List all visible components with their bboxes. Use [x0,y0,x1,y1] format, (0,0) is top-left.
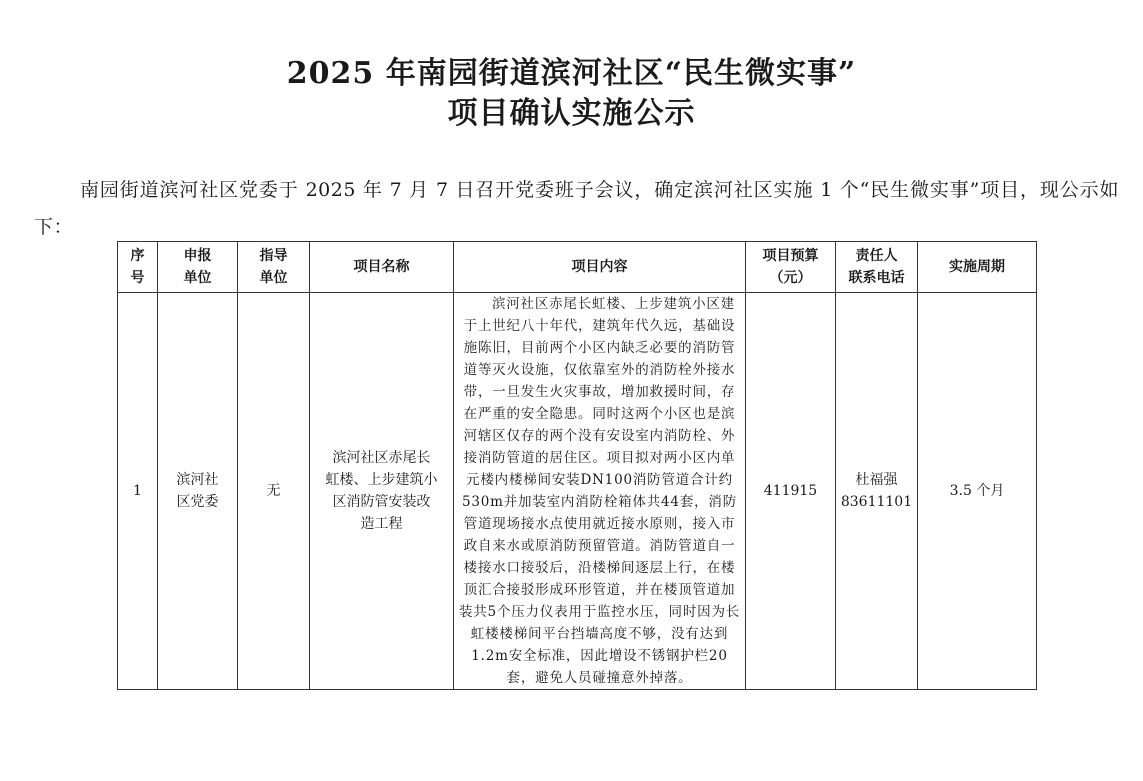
project-table [117,241,1037,690]
cell-content: 滨河社区赤尾长虹楼、上步建筑小区建于上世纪八十年代，建筑年代久远，基础设施陈旧，目前两个小区内缺乏必要的消防管道等灭火设施，仅依靠室外的消防栓外接水带，一旦发生火灾事故，增加救援时间，存在严重的安全隐患。同时这两个小区也是滨河辖区仅存的两个没有安设室内消防栓、外接消防管道的居住区。项目拟对两小区内单元楼内楼梯间安装DN100消防管道合计约530m并加装室内消防栓箱体共44套，消防管道现场接水点使用就近接水原则，接入市政自来水或原消防预留管道。消防管道自一楼接水口接驳后，沿楼梯间逐层上行，在楼顶汇合接驳形成环形管道，并在楼顶管道加装共5个压力仪表用于监控水压，同时因为长虹楼楼梯间平台挡墙高度不够，没有达到1.2m安全标准，因此增设不锈钢护栏20套，避免人员碰撞意外掉落。 [454,293,746,690]
table-header-row [118,242,1037,293]
header-name: 项目名称 [310,242,454,293]
header-unit: 申报 单位 [158,242,238,293]
header-contact: 责任人 联系电话 [836,242,918,293]
cell-budget: 411915 [746,293,836,690]
contact-name: 杜福强 [855,472,898,488]
contact-phone: 83611101 [840,494,913,510]
cell-unit: 滨河社 区党委 [158,293,238,690]
document-title-line1: 2025 年南园街道滨河社区“民生微实事” [286,56,857,91]
intro-paragraph: 南园街道滨河社区党委于 2025 年 7 月 7 日召开党委班子会议，确定滨河社区实施 1 个“民生微实事”项目，现公示如下： [34,179,1119,238]
document-title-line2: 项目确认实施公示 [447,96,696,131]
header-period: 实施周期 [918,242,1037,293]
table-row [118,293,1037,690]
cell-name: 滨河社区赤尾长 虹楼、上步建筑小 区消防管安装改 造工程 [310,293,454,690]
cell-guide: 无 [238,293,310,690]
cell-contact [836,293,918,690]
header-seq: 序 号 [118,242,158,293]
cell-seq: 1 [118,293,158,690]
header-guide: 指导 单位 [238,242,310,293]
header-budget: 项目预算 （元） [746,242,836,293]
header-content: 项目内容 [454,242,746,293]
cell-period: 3.5 个月 [918,293,1037,690]
